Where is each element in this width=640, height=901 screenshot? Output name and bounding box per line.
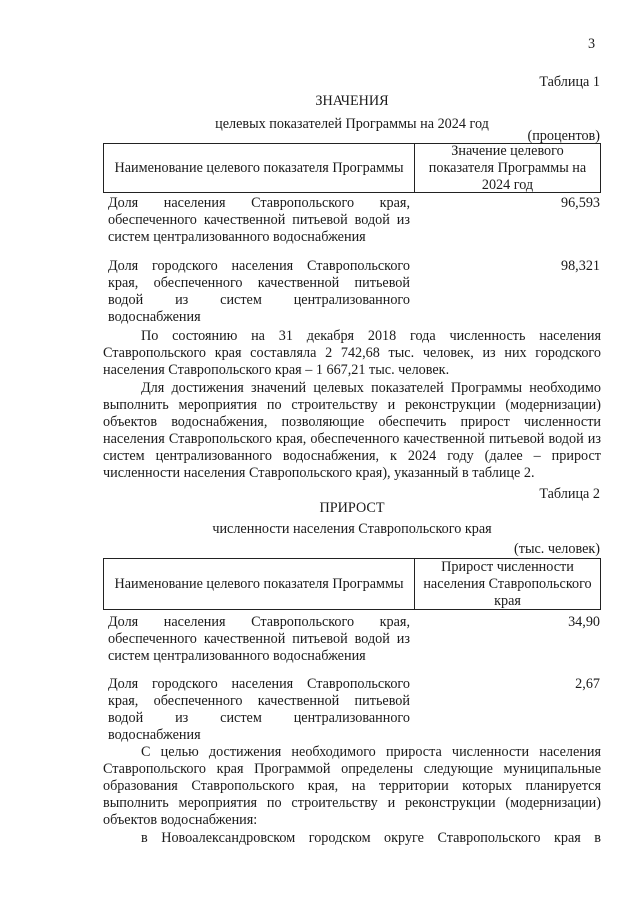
table1-row1-name: Доля населения Ставропольского края, обеспеченного качественной питьевой водой из систем централизованного водоснабжения (108, 195, 410, 245)
paragraph-novoaleksandrovsk: в Новоалександровском городском округе Ставропольского края в (141, 830, 601, 846)
table1-header-col2: Значение целевого показателя Программы на 2024 год (428, 142, 587, 193)
table1-subtitle: целевых показателей Программы на 2024 год (215, 116, 489, 132)
table2-subtitle: численности населения Ставропольского края (212, 521, 492, 537)
paragraph-measures: Для достижения значений целевых показателей Программы необходимо выполнить мероприятия по строительству и реконструкции (модернизации) объектов водоснабжения, позволяющие обеспечить прирост численности населения Ставропольского края, обеспеченного качественной питьевой водой из систем централизованного водоснабжения, к 2024 году (далее – прирост численности населения Ставропольского края), указанный в таблице 2. (103, 380, 601, 481)
table1-units: (процентов) (527, 128, 600, 144)
table2-header-col1: Наименование целевого показателя Программы (104, 559, 415, 609)
table1-title: ЗНАЧЕНИЯ (315, 93, 389, 109)
table1-label: Таблица 1 (539, 74, 600, 90)
table2-label: Таблица 2 (539, 486, 600, 502)
table2-header-col2: Прирост численности населения Ставропольского края (423, 558, 592, 609)
table2-row2-name: Доля городского населения Ставропольского края, обеспеченного качественной питьевой водой из систем централизованного водоснабжения (108, 676, 410, 743)
table1-row1-value: 96,593 (560, 195, 600, 211)
table1-row2-name: Доля городского населения Ставропольского края, обеспеченного качественной питьевой водой из систем централизованного водоснабжения (108, 258, 410, 325)
table2-row1-value: 34,90 (568, 614, 600, 630)
table2-header (103, 558, 601, 610)
table1-header-col1: Наименование целевого показателя Программы (104, 144, 415, 192)
table2-row1-name: Доля населения Ставропольского края, обеспеченного качественной питьевой водой из систем централизованного водоснабжения (108, 614, 410, 664)
table1-header (103, 143, 601, 193)
paragraph-municipalities: С целью достижения необходимого прироста численности населения Ставропольского края Программой определены следующие муниципальные образования Ставропольского края, на территории которых планируется выполнить мероприятия по строительству и реконструкции (модернизации) объектов водоснабжения: (103, 744, 601, 828)
table2-units: (тыс. человек) (514, 541, 600, 557)
table1-row2-value: 98,321 (560, 258, 600, 274)
paragraph-population: По состоянию на 31 декабря 2018 года численность населения Ставропольского края составляла 2 742,68 тыс. человек, из них городского населения Ставропольского края – 1 667,21 тыс. человек. (103, 328, 601, 378)
table2-row2-value: 2,67 (575, 676, 600, 692)
page-number: 3 (588, 36, 596, 52)
table2-title: ПРИРОСТ (319, 500, 385, 516)
